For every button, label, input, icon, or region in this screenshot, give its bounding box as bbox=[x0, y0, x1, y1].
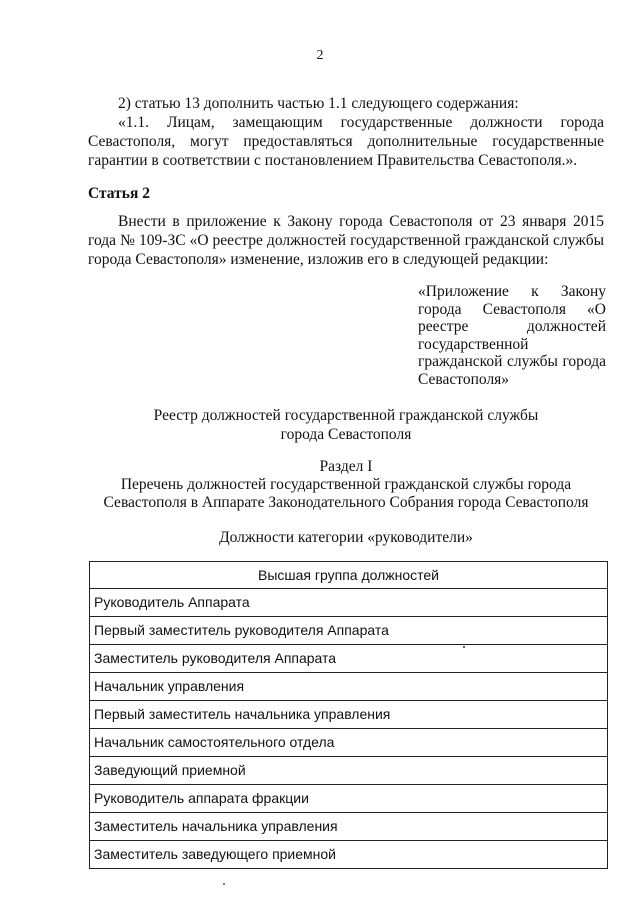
scan-speck bbox=[463, 646, 465, 648]
table-row bbox=[90, 673, 608, 701]
section-title-line-1: Перечень должностей государственной гражданской службы города bbox=[120, 476, 572, 493]
section-title-line-2: Севастополя в Аппарате Законодательного Собрания города Севастополя bbox=[103, 494, 589, 511]
scan-speck bbox=[223, 883, 225, 885]
table-row bbox=[90, 729, 608, 757]
position-cell: Заместитель начальника управления bbox=[90, 813, 608, 841]
table-row bbox=[90, 757, 608, 785]
position-cell: Заведующий приемной bbox=[90, 757, 608, 785]
table-row bbox=[90, 841, 608, 869]
appendix-note: «Приложение к Закону города Севастополя «О реестре должностей государственной гражданской службы города Севастополя» bbox=[418, 283, 606, 388]
item-2-line: 2) статью 13 дополнить частью 1.1 следующего содержания: bbox=[118, 95, 519, 112]
position-cell: Первый заместитель начальника управления bbox=[90, 701, 608, 729]
article-2-text: Внести в приложение к Закону города Севастополя от 23 января 2015 года № 109-ЗС «О реестре должностей государственной гражданской службы города Севастополя» изменение, изложив его в следующей редакции: bbox=[88, 213, 604, 268]
category-title: Должности категории «руководители» bbox=[219, 529, 473, 546]
position-cell: Руководитель аппарата фракции bbox=[90, 785, 608, 813]
table-row bbox=[90, 645, 608, 673]
position-cell: Заместитель руководителя Аппарата bbox=[90, 645, 608, 673]
position-cell: Первый заместитель руководителя Аппарата bbox=[90, 617, 608, 645]
position-cell: Начальник самостоятельного отдела bbox=[90, 729, 608, 757]
table-header-cell: Высшая группа должностей bbox=[90, 562, 608, 589]
section-label: Раздел I bbox=[319, 458, 373, 475]
position-cell: Начальник управления bbox=[90, 673, 608, 701]
position-cell: Руководитель Аппарата bbox=[90, 589, 608, 617]
table-row bbox=[90, 701, 608, 729]
table-row bbox=[90, 617, 608, 645]
registry-title-line-1: Реестр должностей государственной гражданской службы bbox=[153, 407, 539, 424]
registry-title-line-2: города Севастополя bbox=[280, 426, 412, 443]
positions-table bbox=[89, 561, 608, 869]
table-row bbox=[90, 589, 608, 617]
page-number: 2 bbox=[316, 48, 324, 63]
table-row bbox=[90, 813, 608, 841]
article-2-heading: Статья 2 bbox=[88, 185, 150, 202]
item-2-quote: «1.1. Лицам, замещающим государственные должности города Севастополя, могут предоставляться дополнительные государственные гарантии в соответствии с постановлением Правительства Севастополя.». bbox=[88, 114, 604, 169]
table-header-row bbox=[90, 562, 608, 589]
table-row bbox=[90, 785, 608, 813]
position-cell: Заместитель заведующего приемной bbox=[90, 841, 608, 869]
